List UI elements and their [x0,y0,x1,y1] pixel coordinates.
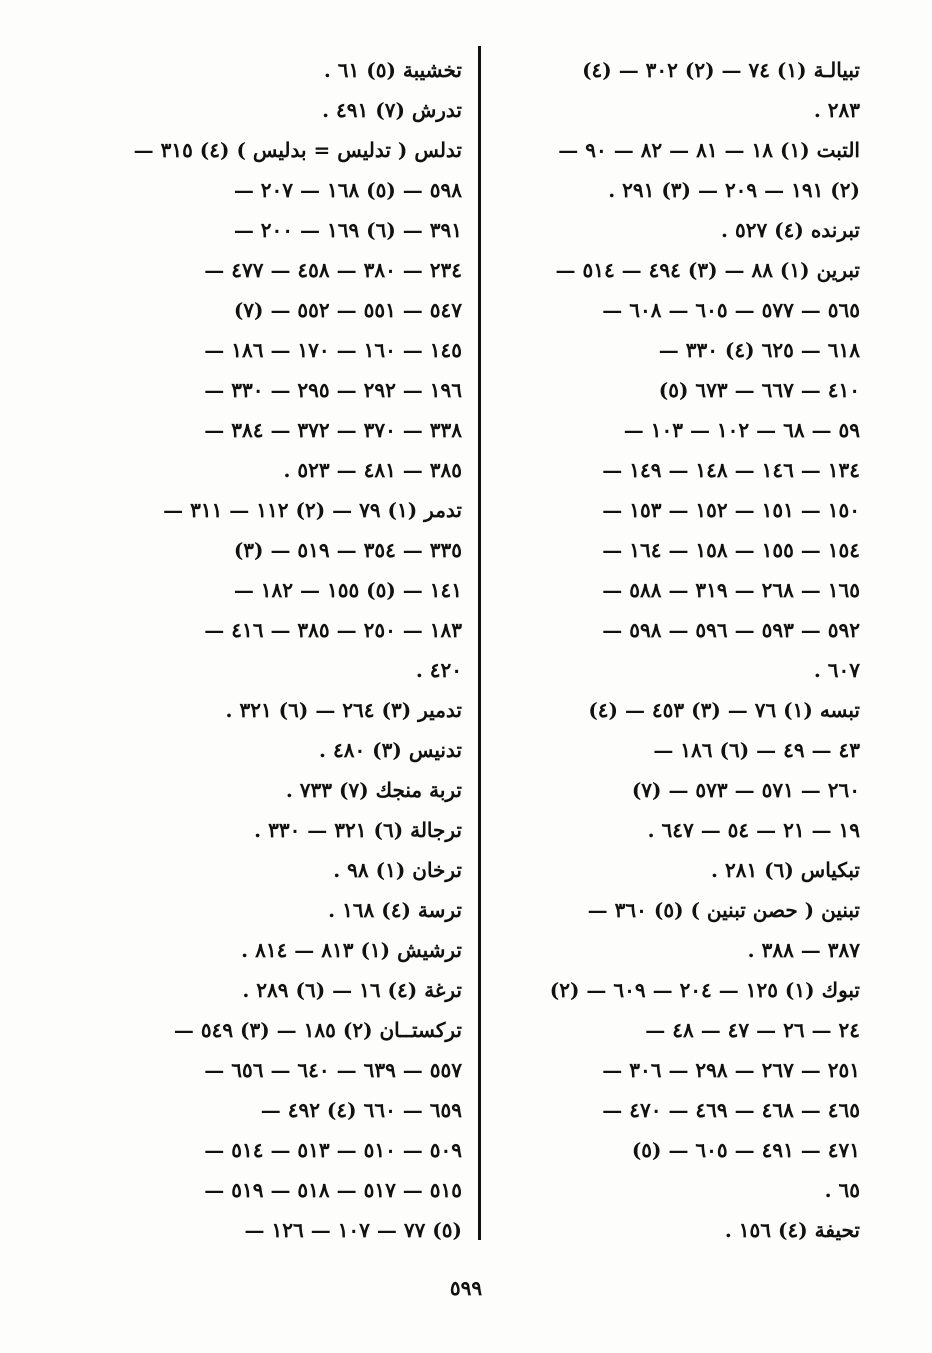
index-entry-line: تحيفة (٤) ١٥٦ . [724,1218,860,1242]
index-entry-line: ١٤١ — (٥) ١٥٥ — ١٨٢ — [233,578,462,602]
index-entry-line: تبرين (١) ٨٨ — (٣) ٤٩٤ — ٥١٤ — [555,258,860,282]
index-entry-line: ٤٧١ — ٤٩١ — ٦٠٥ — (٥) [631,1138,860,1162]
index-entry-line: تدمر (١) ٧٩ — (٢) ١١٢ — ٣١١ — [163,498,462,522]
index-entry-line: ٥١٥ — ٥١٧ — ٥١٨ — ٥١٩ — [204,1178,462,1202]
index-entry-line: ٦١٨ — ٦٢٥ (٤) ٣٣٠ — [658,338,860,362]
column-divider [478,46,481,1240]
index-entry-line: ١٥٤ — ١٥٥ — ١٥٨ — ١٦٤ — [602,538,860,562]
index-entry-line: ١٦٥ — ٢٦٨ — ٣١٩ — ٥٨٨ — [602,578,860,602]
index-entry-line: ٣٩١ — (٦) ١٦٩ — ٢٠٠ — [233,218,462,242]
index-entry-line: تخشيبة (٥) ٦١ . [323,58,462,82]
index-entry-line: ٤٣ — ٤٩ — (٦) ١٨٦ — [653,738,860,762]
index-entry-line: ١٥٠ — ١٥١ — ١٥٢ — ١٥٣ — [602,498,860,522]
index-entry-line: تبسه (١) ٧٦ — (٣) ٤٥٣ — (٤) [588,698,860,722]
index-entry-line: تبكياس (٦) ٢٨١ . [711,858,860,882]
index-entry-line: ٥٦٥ — ٥٧٧ — ٦٠٥ — ٦٠٨ — [602,298,860,322]
index-entry-line: ٤٢٠ . [415,658,462,682]
index-entry-line: ٥٩٨ — (٥) ١٦٨ — ٢٠٧ — [233,178,462,202]
index-entry-line: ترشيش (١) ٨١٣ — ٨١٤ . [241,938,462,962]
index-entry-line: ١٣٤ — ١٤٦ — ١٤٨ — ١٤٩ — [602,458,860,482]
index-entry-line: تدلس ( تدليس = بدليس ) (٤) ٣١٥ — [133,138,462,162]
index-entry-line: ترجالة (٦) ٣٢١ — ٣٣٠ . [254,818,462,842]
index-entry-line: تدنيس (٣) ٤٨٠ . [319,738,462,762]
index-entry-line: ٢٨٣ . [813,98,860,122]
index-entry-line: تبرنده (٤) ٥٢٧ . [721,218,860,242]
index-entry-line: ٦٥ . [824,1178,860,1202]
index-entry-line: ٥٠٩ — ٥١٠ — ٥١٣ — ٥١٤ — [204,1138,462,1162]
index-entry-line: تدرش (٧) ٤٩١ . [322,98,462,122]
index-entry-line: ٣٣٥ — ٣٥٤ — ٥١٩ — (٣) [233,538,462,562]
index-entry-line: ٥٩٢ — ٥٩٣ — ٥٩٦ — ٥٩٨ — [602,618,860,642]
index-entry-line: تبوك (١) ١٢٥ — ٢٠٤ — ٦٠٩ — (٢) [549,978,860,1002]
page-number: ٥٩٩ [449,1276,483,1300]
index-entry-line: ٤١٠ — ٦٦٧ — ٦٧٣ (٥) [658,378,860,402]
index-entry-line: ١٩ — ٢١ — ٥٤ — ٦٤٧ . [647,818,860,842]
index-entry-line: ٥٩ — ٦٨ — ١٠٢ — ١٠٣ — [623,418,860,442]
index-entry-line: ٥٤٧ — ٥٥١ — ٥٥٢ — (٧) [233,298,462,322]
index-entry-line: ٦٥٩ — ٦٦٠ (٤) ٤٩٢ — [260,1098,462,1122]
index-entry-line: ٢٤ — ٢٦ — ٤٧ — ٤٨ — [645,1018,860,1042]
index-entry-line: (٥) ٧٧ — ١٠٧ — ١٢٦ — [244,1218,462,1242]
index-entry-line: (٢) ١٩١ — ٢٠٩ — (٣) ٢٩١ . [608,178,860,202]
index-entry-line: ٥٥٧ — ٦٣٩ — ٦٤٠ — ٦٥٦ — [204,1058,462,1082]
index-entry-line: تربة منجك (٧) ٧٣٣ . [285,778,462,802]
index-entry-line: ١٩٦ — ٢٩٢ — ٢٩٥ — ٣٣٠ — [204,378,462,402]
index-entry-line: ترغة (٤) ١٦ — (٦) ٢٨٩ . [242,978,462,1002]
index-entry-line: ٢٥١ — ٢٦٧ — ٢٩٨ — ٣٠٦ — [602,1058,860,1082]
index-entry-line: ترخان (١) ٩٨ . [333,858,462,882]
index-entry-line: ٣٣٨ — ٣٧٠ — ٣٧٢ — ٣٨٤ — [204,418,462,442]
index-entry-line: ٢٣٤ — ٣٨٠ — ٤٥٨ — ٤٧٧ — [204,258,462,282]
index-entry-line: ٦٠٧ . [813,658,860,682]
index-entry-line: ٣٨٥ — ٤٨١ — ٥٢٣ . [283,458,462,482]
index-entry-line: تبنين ( حصن تبنين ) (٥) ٣٦٠ — [587,898,860,922]
index-column-right [508,50,860,1250]
index-entry-line: ١٨٣ — ٢٥٠ — ٣٨٥ — ٤١٦ — [204,618,462,642]
index-entry-line: تبيالـة (١) ٧٤ — (٢) ٣٠٢ — (٤) [582,58,860,82]
index-entry-line: ترسة (٤) ١٦٨ . [328,898,462,922]
index-entry-line: ٢٦٠ — ٥٧١ — ٥٧٣ — (٧) [631,778,860,802]
index-entry-line: ٣٨٧ — ٣٨٨ . [747,938,860,962]
index-entry-line: تدمير (٣) ٢٦٤ — (٦) ٣٢١ . [225,698,462,722]
index-entry-line: التبت (١) ١٨ — ٨١ — ٨٢ — ٩٠ — [558,138,860,162]
index-entry-line: ٤٦٥ — ٤٦٨ — ٤٦٩ — ٤٧٠ — [602,1098,860,1122]
index-column-left [110,50,462,1250]
index-entry-line: تركستــان (٢) ١٨٥ — (٣) ٥٤٩ — [173,1018,462,1042]
index-entry-line: ١٤٥ — ١٦٠ — ١٧٠ — ١٨٦ — [204,338,462,362]
